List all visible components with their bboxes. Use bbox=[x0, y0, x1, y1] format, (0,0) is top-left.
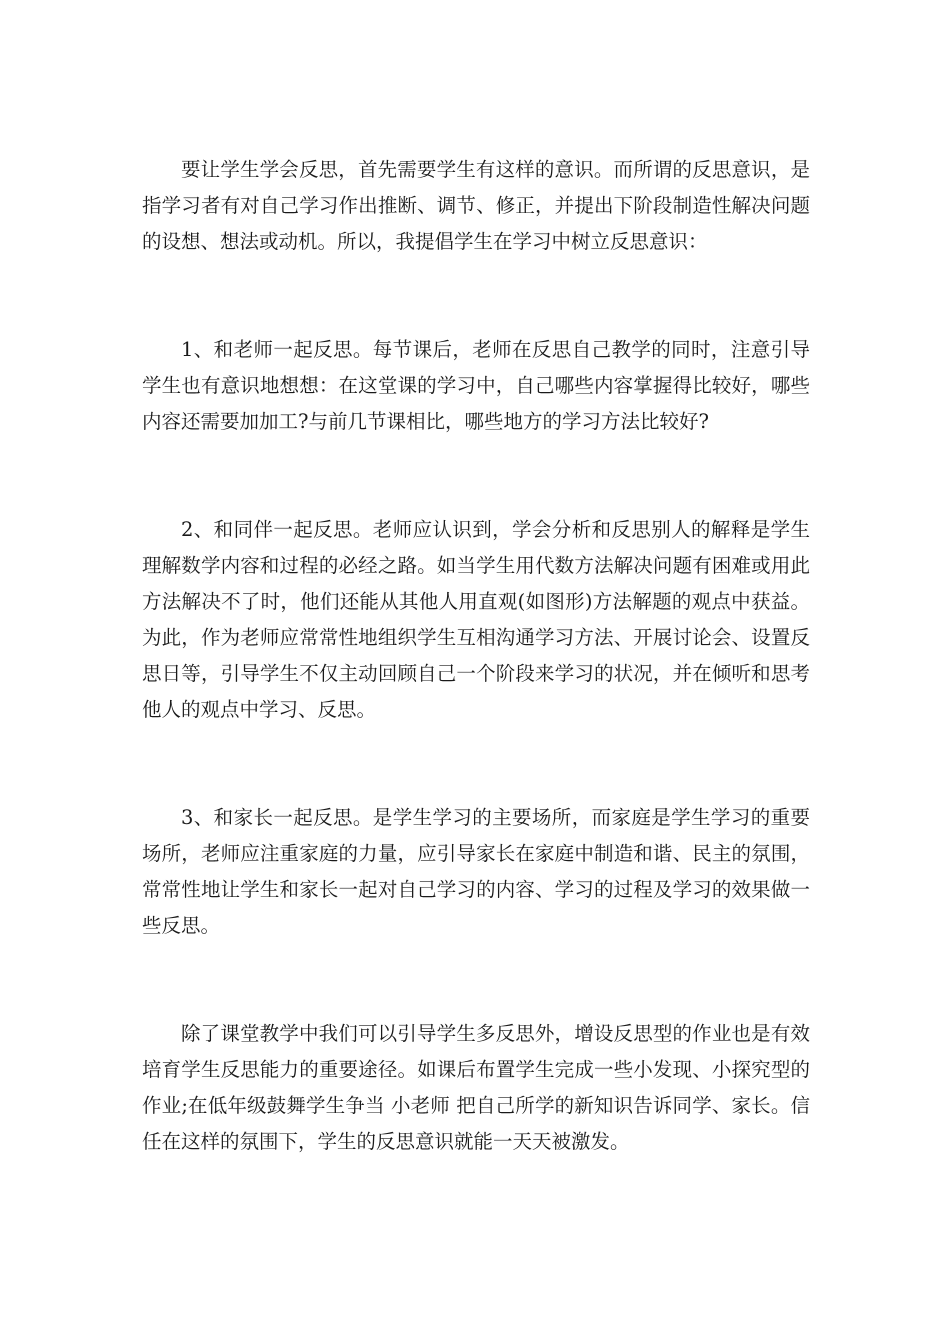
paragraph-conclusion: 除了课堂教学中我们可以引导学生多反思外，增设反思型的作业也是有效培育学生反思能力的重要途径。如课后布置学生完成一些小发现、小探究型的作业;在低年级鼓舞学生争当 小老师 把自己所学的新知识告诉同学、家长。信任在这样的氛围下，学生的反思意识就能一天天被激发。 bbox=[142, 1022, 810, 1153]
paragraph-spacer bbox=[142, 440, 810, 512]
paragraph-spacer bbox=[142, 260, 810, 332]
document-body bbox=[142, 152, 810, 1160]
paragraph-spacer bbox=[142, 728, 810, 800]
paragraph-item-3: 3、和家长一起反思。是学生学习的主要场所，而家庭是学生学习的重要场所，老师应注重家庭的力量，应引导家长在家庭中制造和谐、民主的氛围，常常性地让学生和家长一起对自己学习的内容、学习的过程及学习的效果做一些反思。 bbox=[142, 806, 810, 937]
paragraph-intro: 要让学生学会反思，首先需要学生有这样的意识。而所谓的反思意识，是指学习者有对自己学习作出推断、调节、修正，并提出下阶段制造性解决问题的设想、想法或动机。所以，我提倡学生在学习中树立反思意识： bbox=[142, 158, 810, 253]
paragraph-item-2: 2、和同伴一起反思。老师应认识到，学会分析和反思别人的解释是学生理解数学内容和过程的必经之路。如当学生用代数方法解决问题有困难或用此方法解决不了时，他们还能从其他人用直观(如图形)方法解题的观点中获益。为此，作为老师应常常性地组织学生互相沟通学习方法、开展讨论会、设置反思日等，引导学生不仅主动回顾自己一个阶段来学习的状况，并在倾听和思考他人的观点中学习、反思。 bbox=[142, 518, 810, 721]
paragraph-item-1: 1、和老师一起反思。每节课后，老师在反思自己教学的同时，注意引导学生也有意识地想想：在这堂课的学习中，自己哪些内容掌握得比较好，哪些内容还需要加加工?与前几节课相比，哪些地方的学习方法比较好? bbox=[142, 338, 810, 433]
paragraph-spacer bbox=[142, 944, 810, 1016]
